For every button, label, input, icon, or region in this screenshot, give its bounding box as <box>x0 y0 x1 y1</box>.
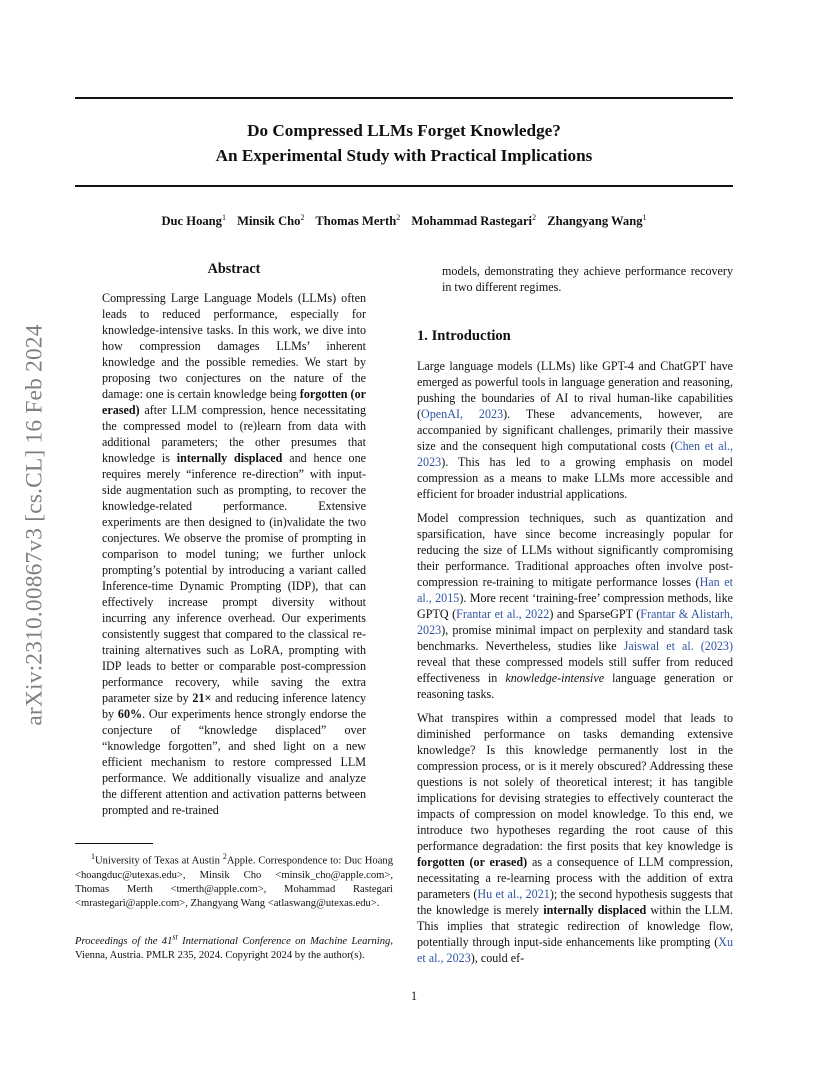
intro-text: reveal that these compressed models still suffer from reduced effectiveness in <box>417 655 733 685</box>
intro-text: What transpires within a compressed model that leads to diminished performance on tasks demanding extensive knowledge? Is this knowledge permanently lost in the compression process, or is it merely obscured? Addressing these questions is not solely of theoretical interest; it has tangible implications for devising strategies to effectively counteract the impacts of compression on model knowledge. To this end, we introduce two hypotheses regarding the root cause of this performance degradation: the first posits that key knowledge is <box>417 711 733 853</box>
intro-text: ), promise minimal impact on perplexity and standard task benchmarks. Nevertheless, studies like <box>417 623 733 653</box>
footnote-text-span: Apple. Correspondence to: Duc Hoang <hoangduc@utexas.edu>, Minsik Cho <minsik_cho@apple.com>, Thomas Merth <tmerth@apple.com>, Mohammad Rastegari <mrastegari@apple.com>, Zhangyang Wang <atlaswang@utexas.edu>. <box>75 855 394 909</box>
abstract-bold: 21× <box>192 691 212 705</box>
footnote-proceedings <box>75 930 393 963</box>
proceedings-italic: International Conference on Machine Learning <box>177 935 391 947</box>
arxiv-sidebar <box>20 290 50 760</box>
introduction-body <box>417 358 733 966</box>
arxiv-identifier: arXiv:2310.00867v3 [cs.CL] 16 Feb 2024 <box>21 324 48 726</box>
citation-link[interactable]: Jaiswal et al. (2023) <box>623 639 733 653</box>
intro-text: language generation or reasoning tasks. <box>417 671 733 701</box>
abstract-text: Compressing Large Language Models (LLMs) often leads to reduced performance, especially for knowledge-intensive tasks. In this work, we dive into how compression damages LLMs’ inherent knowledge and the possible remedies. We start by proposing two conjectures on the nature of the damage: one is certain knowledge being <box>102 291 366 401</box>
intro-text: ). These advancements, however, are accompanied by significant challenges, primarily their massive size and the consequent high computational costs ( <box>417 407 733 453</box>
intro-text: ); the second hypothesis suggests that the knowledge is merely <box>417 887 733 917</box>
abstract-heading: Abstract <box>207 261 261 277</box>
proceedings-text-span: , Vienna, Austria. PMLR 235, 2024. Copyright 2024 by the author(s). <box>75 935 393 961</box>
abstract-body <box>102 290 366 818</box>
proceedings-text <box>75 930 393 963</box>
top-rule <box>75 97 733 99</box>
footnote-affiliations <box>75 850 393 911</box>
intro-italic: knowledge-intensive <box>505 671 605 685</box>
page-number: 1 <box>410 989 418 1003</box>
abstract-text: models, demonstrating they achieve performance recovery in two different regimes. <box>442 264 733 294</box>
abstract-bold: forgotten (or erased) <box>102 387 367 417</box>
proceedings-italic: Proceedings of the <box>75 935 162 947</box>
intro-paragraph <box>417 710 733 966</box>
abstract-text: and hence one requires merely “inference re-direction” with input-side augmentation such as prompting, to recover the knowledge-related performance. Extensive experiments are then designed to (in)validate the two conjectures. We observe the promise of prompting in comparison to model tuning; we further unlock prompting’s potential by introducing a variant called Inference-time Dynamic Prompting (IDP), that can effectively increase prompt diversity without incurring any inference overhead. Our experiments consistently suggest that compared to the classical re-training alternatives such as LoRA, prompting with IDP leads to better or comparable post-compression performance recovery, while saving the extra parameter size by <box>102 451 366 705</box>
intro-text: ). More recent ‘training-free’ compression methods, like GPTQ ( <box>417 591 733 621</box>
abstract-paragraph <box>102 290 366 818</box>
intro-bold: forgotten (or erased) <box>417 855 528 869</box>
footnote-text-span: University of Texas at Austin <box>95 855 223 867</box>
footnote-sup: 1 <box>91 852 95 861</box>
citation-link[interactable]: Han et al., 2015 <box>417 575 733 605</box>
citation-link[interactable]: Hu et al., 2021 <box>477 887 550 901</box>
proceedings-sup: st <box>172 932 178 941</box>
author-list <box>75 213 733 229</box>
intro-text: as a consequence of LLM compression, necessitating a re-learning process with the addition of extra parameters ( <box>417 855 733 901</box>
abstract-text: and reducing inference latency by <box>102 691 366 721</box>
abstract-continuation <box>442 263 733 295</box>
proceedings-number: 41 <box>161 935 173 947</box>
abstract-bold: 60% <box>117 707 143 721</box>
author-affiliation: 1 <box>221 213 226 222</box>
citation-link[interactable]: Chen et al., 2023 <box>417 439 734 469</box>
citation-link[interactable]: OpenAI, 2023 <box>421 407 504 421</box>
intro-bold: internally displaced <box>543 903 647 917</box>
intro-text: Model compression techniques, such as quantization and sparsification, have since become increasingly popular for reducing the size of LLMs without significantly compromising their performance. Traditional approaches often involve post-compression re-training to mitigate performance losses ( <box>417 511 733 589</box>
abstract-bold: internally displaced <box>176 451 283 465</box>
author-affiliation: 2 <box>532 213 537 222</box>
intro-text: within the LLM. This implies that strategic redirection of knowledge flow, potentially through input-side enhancements like prompting ( <box>417 903 733 949</box>
intro-text: ) and SparseGPT ( <box>549 607 641 621</box>
intro-text: ). This has led to a growing emphasis on model compression as a means to make LLMs more accessible and efficient for broader industrial applications. <box>417 455 733 501</box>
author-affiliation: 1 <box>642 213 647 222</box>
author-name: Thomas Merth <box>315 214 397 229</box>
abstract-text: after LLM compression, hence necessitating the compressed model to (re)learn from data with additional parameters; the other presumes that knowledge is <box>102 403 366 465</box>
author-name: Minsik Cho <box>237 214 301 229</box>
author-name: Duc Hoang <box>161 214 222 229</box>
abstract-text: . Our experiments hence strongly endorse the conjecture of “knowledge displaced” over “knowledge forgotten”, and shed light on a new efficient mechanism to restore compressed LLM performance. We additionally visualize and analyze the different attention and activation patterns between prompted and re-trained <box>102 707 366 817</box>
intro-paragraph <box>417 510 733 702</box>
intro-text: ), could ef- <box>470 951 525 965</box>
title-bottom-rule <box>75 185 733 187</box>
footnote-rule <box>75 843 153 844</box>
footnote-text <box>75 850 393 911</box>
paper-title-line1: Do Compressed LLMs Forget Knowledge? <box>247 121 561 140</box>
citation-link[interactable]: Frantar & Alistarh, 2023 <box>417 607 733 637</box>
citation-link[interactable]: Frantar et al., 2022 <box>456 607 550 621</box>
author-name: Zhangyang Wang <box>547 214 643 229</box>
author-affiliation: 2 <box>300 213 305 222</box>
section-heading-introduction: 1. Introduction <box>417 328 511 344</box>
intro-paragraph <box>417 358 733 502</box>
intro-text: Large language models (LLMs) like GPT-4 and ChatGPT have emerged as powerful tools in language generation and reasoning, pushing the boundaries of AI to rival human-like capabilities ( <box>417 359 733 421</box>
author-affiliation: 2 <box>396 213 401 222</box>
author-name: Mohammad Rastegari <box>411 214 533 229</box>
footnote-sup: 2 <box>222 852 227 861</box>
paper-title-line2: An Experimental Study with Practical Implications <box>215 146 593 165</box>
citation-link[interactable]: Xu et al., 2023 <box>417 935 733 965</box>
